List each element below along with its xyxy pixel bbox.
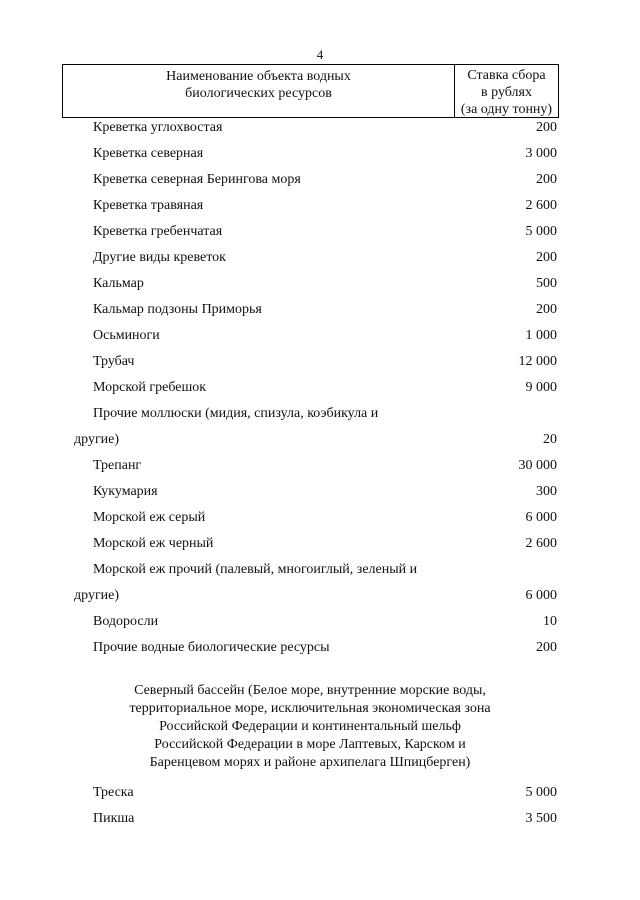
row-name: Морской еж черный: [93, 536, 214, 551]
table-row: [0, 508, 640, 528]
table-row: [0, 326, 640, 346]
row-value: 1 000: [525, 328, 557, 343]
table-row: [0, 612, 640, 632]
row-name: Другие виды креветок: [93, 250, 226, 265]
row-value: 3 000: [525, 146, 557, 161]
row-value: 10: [543, 614, 557, 629]
table-row: [0, 638, 640, 658]
row-value: 300: [536, 484, 557, 499]
table-row: [0, 809, 640, 829]
table-row: [0, 482, 640, 502]
table-header: [62, 64, 559, 118]
table-row: [0, 118, 640, 138]
table-row: [0, 274, 640, 294]
table-row: [0, 222, 640, 242]
table-row: [0, 534, 640, 554]
row-name: Морской еж прочий (палевый, многоиглый, зеленый и: [93, 562, 418, 577]
row-value: 20: [543, 432, 557, 447]
table-row: [0, 456, 640, 476]
row-name: Пикша: [93, 811, 135, 826]
row-name: Кальмар подзоны Приморья: [93, 302, 262, 317]
row-name: Креветка травяная: [93, 198, 204, 213]
row-value: 12 000: [518, 354, 557, 369]
row-name: Кальмар: [93, 276, 144, 291]
row-value: 5 000: [525, 785, 557, 800]
row-value: 2 600: [525, 198, 557, 213]
row-value: 200: [536, 120, 557, 135]
row-name: Креветка гребенчатая: [93, 224, 223, 239]
row-name: Трепанг: [93, 458, 142, 473]
row-name: другие): [74, 588, 120, 603]
header-name-column: Наименование объекта водных биологических ресурсов: [63, 65, 455, 117]
row-value: 200: [536, 250, 557, 265]
row-name: Прочие моллюски (мидия, спизула, коэбикула и: [93, 406, 379, 421]
row-value: 30 000: [518, 458, 557, 473]
row-value: 200: [536, 640, 557, 655]
table-row: [0, 378, 640, 398]
row-name: Креветка северная Берингова моря: [93, 172, 301, 187]
table-row: [0, 170, 640, 190]
row-value: 2 600: [525, 536, 557, 551]
row-value: 6 000: [525, 588, 557, 603]
table-row: [0, 560, 640, 580]
row-name: Морской еж серый: [93, 510, 206, 525]
row-name: другие): [74, 432, 120, 447]
table-row: [0, 783, 640, 803]
row-name: Прочие водные биологические ресурсы: [93, 640, 330, 655]
table-row: [0, 196, 640, 216]
row-value: 200: [536, 302, 557, 317]
row-value: 200: [536, 172, 557, 187]
section-heading: Северный бассейн (Белое море, внутренние морские воды, территориальное море, исключительная экономическая зона Российской Федерации и континентальный шельф Российской Федерации в море Лаптевых, Карском и Баренцевом морях и районе архипелага Шпицберген): [129, 683, 491, 770]
table-row: [0, 430, 640, 450]
row-name: Водоросли: [93, 614, 159, 629]
table-row: [0, 404, 640, 424]
header-rate-column: Ставка сбора в рублях (за одну тонну): [460, 68, 553, 117]
row-value: 3 500: [525, 811, 557, 826]
row-name: Трубач: [93, 354, 135, 369]
row-value: 5 000: [525, 224, 557, 239]
page-number: 4: [316, 47, 324, 62]
row-name: Кукумария: [93, 484, 158, 499]
table-row: [0, 300, 640, 320]
row-name: Креветка углохвостая: [93, 120, 223, 135]
row-name: Осьминоги: [93, 328, 160, 343]
table-row: [0, 586, 640, 606]
row-value: 9 000: [525, 380, 557, 395]
table-row: [0, 352, 640, 372]
table-row: [0, 144, 640, 164]
table-row: [0, 248, 640, 268]
row-name: Морской гребешок: [93, 380, 207, 395]
row-value: 6 000: [525, 510, 557, 525]
row-value: 500: [536, 276, 557, 291]
row-name: Треска: [93, 785, 134, 800]
row-name: Креветка северная: [93, 146, 204, 161]
